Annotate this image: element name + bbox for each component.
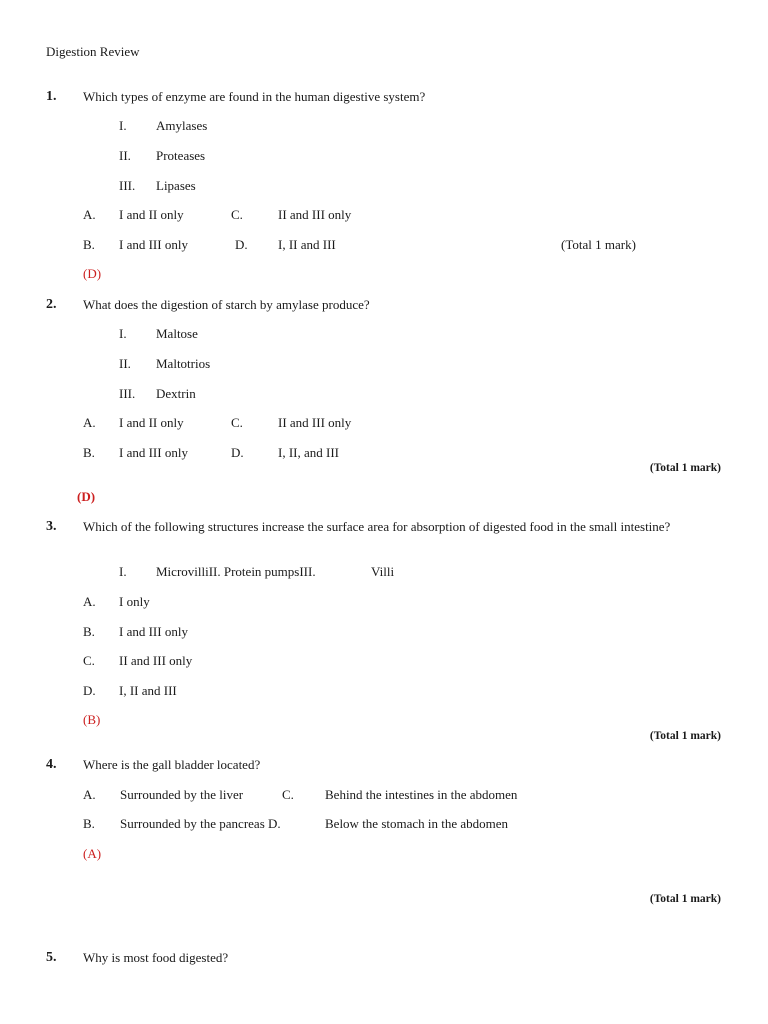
q4-total-mark: (Total 1 mark) — [649, 893, 721, 905]
q2-item-label: Dextrin — [156, 386, 196, 401]
q2-option-letter: A. — [83, 415, 96, 430]
q2-option-text: I, II, and III — [278, 445, 339, 460]
q3-option-letter: A. — [83, 594, 96, 609]
q1-option-text: II and III only — [278, 207, 352, 222]
q2-answer: (D) — [77, 489, 96, 504]
q1-option-letter: A. — [83, 207, 96, 222]
q2-total-mark: (Total 1 mark) — [649, 462, 721, 474]
q1-option-letter: D. — [235, 237, 248, 252]
q2-option-text: II and III only — [278, 415, 352, 430]
q2-item-roman: I. — [119, 326, 127, 341]
q3-option-letter: C. — [83, 653, 95, 668]
q2-option-text: I and II only — [119, 415, 184, 430]
q1-item-roman: III. — [119, 178, 136, 193]
q1-option-letter: B. — [83, 237, 95, 252]
q2-option-letter: C. — [231, 415, 243, 430]
q3-option-text: II and III only — [119, 653, 193, 668]
q4-option-letter: A. — [83, 787, 96, 802]
q1-item-label: Amylases — [156, 118, 208, 133]
q4-option-letter: C. — [282, 787, 294, 802]
q1-item-label: Lipases — [156, 178, 196, 193]
question-2-number: 2. — [46, 297, 57, 312]
question-3-number: 3. — [46, 519, 57, 534]
question-2-text: What does the digestion of starch by amylase produce? — [83, 297, 370, 312]
question-5-number: 5. — [46, 950, 57, 965]
q2-item-label: Maltose — [156, 326, 198, 341]
q3-item-text: MicrovilliII. Protein pumpsIII. — [156, 564, 316, 579]
q4-option-text: Surrounded by the liver — [120, 787, 244, 802]
q1-item-label: Proteases — [156, 148, 206, 163]
q4-option-text: Behind the intestines in the abdomen — [325, 787, 518, 802]
q1-item-roman: I. — [119, 118, 127, 133]
q3-total-mark: (Total 1 mark) — [649, 730, 721, 742]
q2-item-roman: II. — [119, 356, 131, 371]
q2-item-label: Maltotrios — [156, 356, 211, 371]
q1-total-mark: (Total 1 mark) — [561, 237, 636, 252]
q3-option-letter: D. — [83, 683, 96, 698]
question-4-text: Where is the gall bladder located? — [83, 757, 261, 772]
q4-option-text: Below the stomach in the abdomen — [325, 816, 509, 831]
q1-answer: (D) — [83, 266, 102, 281]
q1-item-roman: II. — [119, 148, 131, 163]
q3-item-last: Villi — [371, 564, 395, 579]
q4-option-text: Surrounded by the pancreas D. — [120, 816, 281, 831]
question-3-text: Which of the following structures increase the surface area for absorption of digested food in the small intestine? — [83, 519, 671, 534]
q1-option-text: I and III only — [119, 237, 188, 252]
q3-item-roman: I. — [119, 564, 127, 579]
q1-option-text: I, II and III — [278, 237, 336, 252]
q3-option-text: I only — [119, 594, 150, 609]
question-5-text: Why is most food digested? — [83, 950, 229, 965]
q2-option-letter: B. — [83, 445, 95, 460]
q3-option-letter: B. — [83, 624, 95, 639]
q4-option-letter: B. — [83, 816, 95, 831]
question-1-number: 1. — [46, 89, 57, 104]
page-title: Digestion Review — [46, 44, 140, 59]
q3-option-text: I, II and III — [119, 683, 177, 698]
question-1-text: Which types of enzyme are found in the human digestive system? — [83, 89, 426, 104]
q1-option-text: I and II only — [119, 207, 184, 222]
q2-option-text: I and III only — [119, 445, 188, 460]
q2-item-roman: III. — [119, 386, 136, 401]
q3-answer: (B) — [83, 712, 101, 727]
q3-option-text: I and III only — [119, 624, 188, 639]
q2-option-letter: D. — [231, 445, 244, 460]
q1-option-letter: C. — [231, 207, 243, 222]
question-4-number: 4. — [46, 757, 57, 772]
q4-answer: (A) — [83, 846, 102, 861]
